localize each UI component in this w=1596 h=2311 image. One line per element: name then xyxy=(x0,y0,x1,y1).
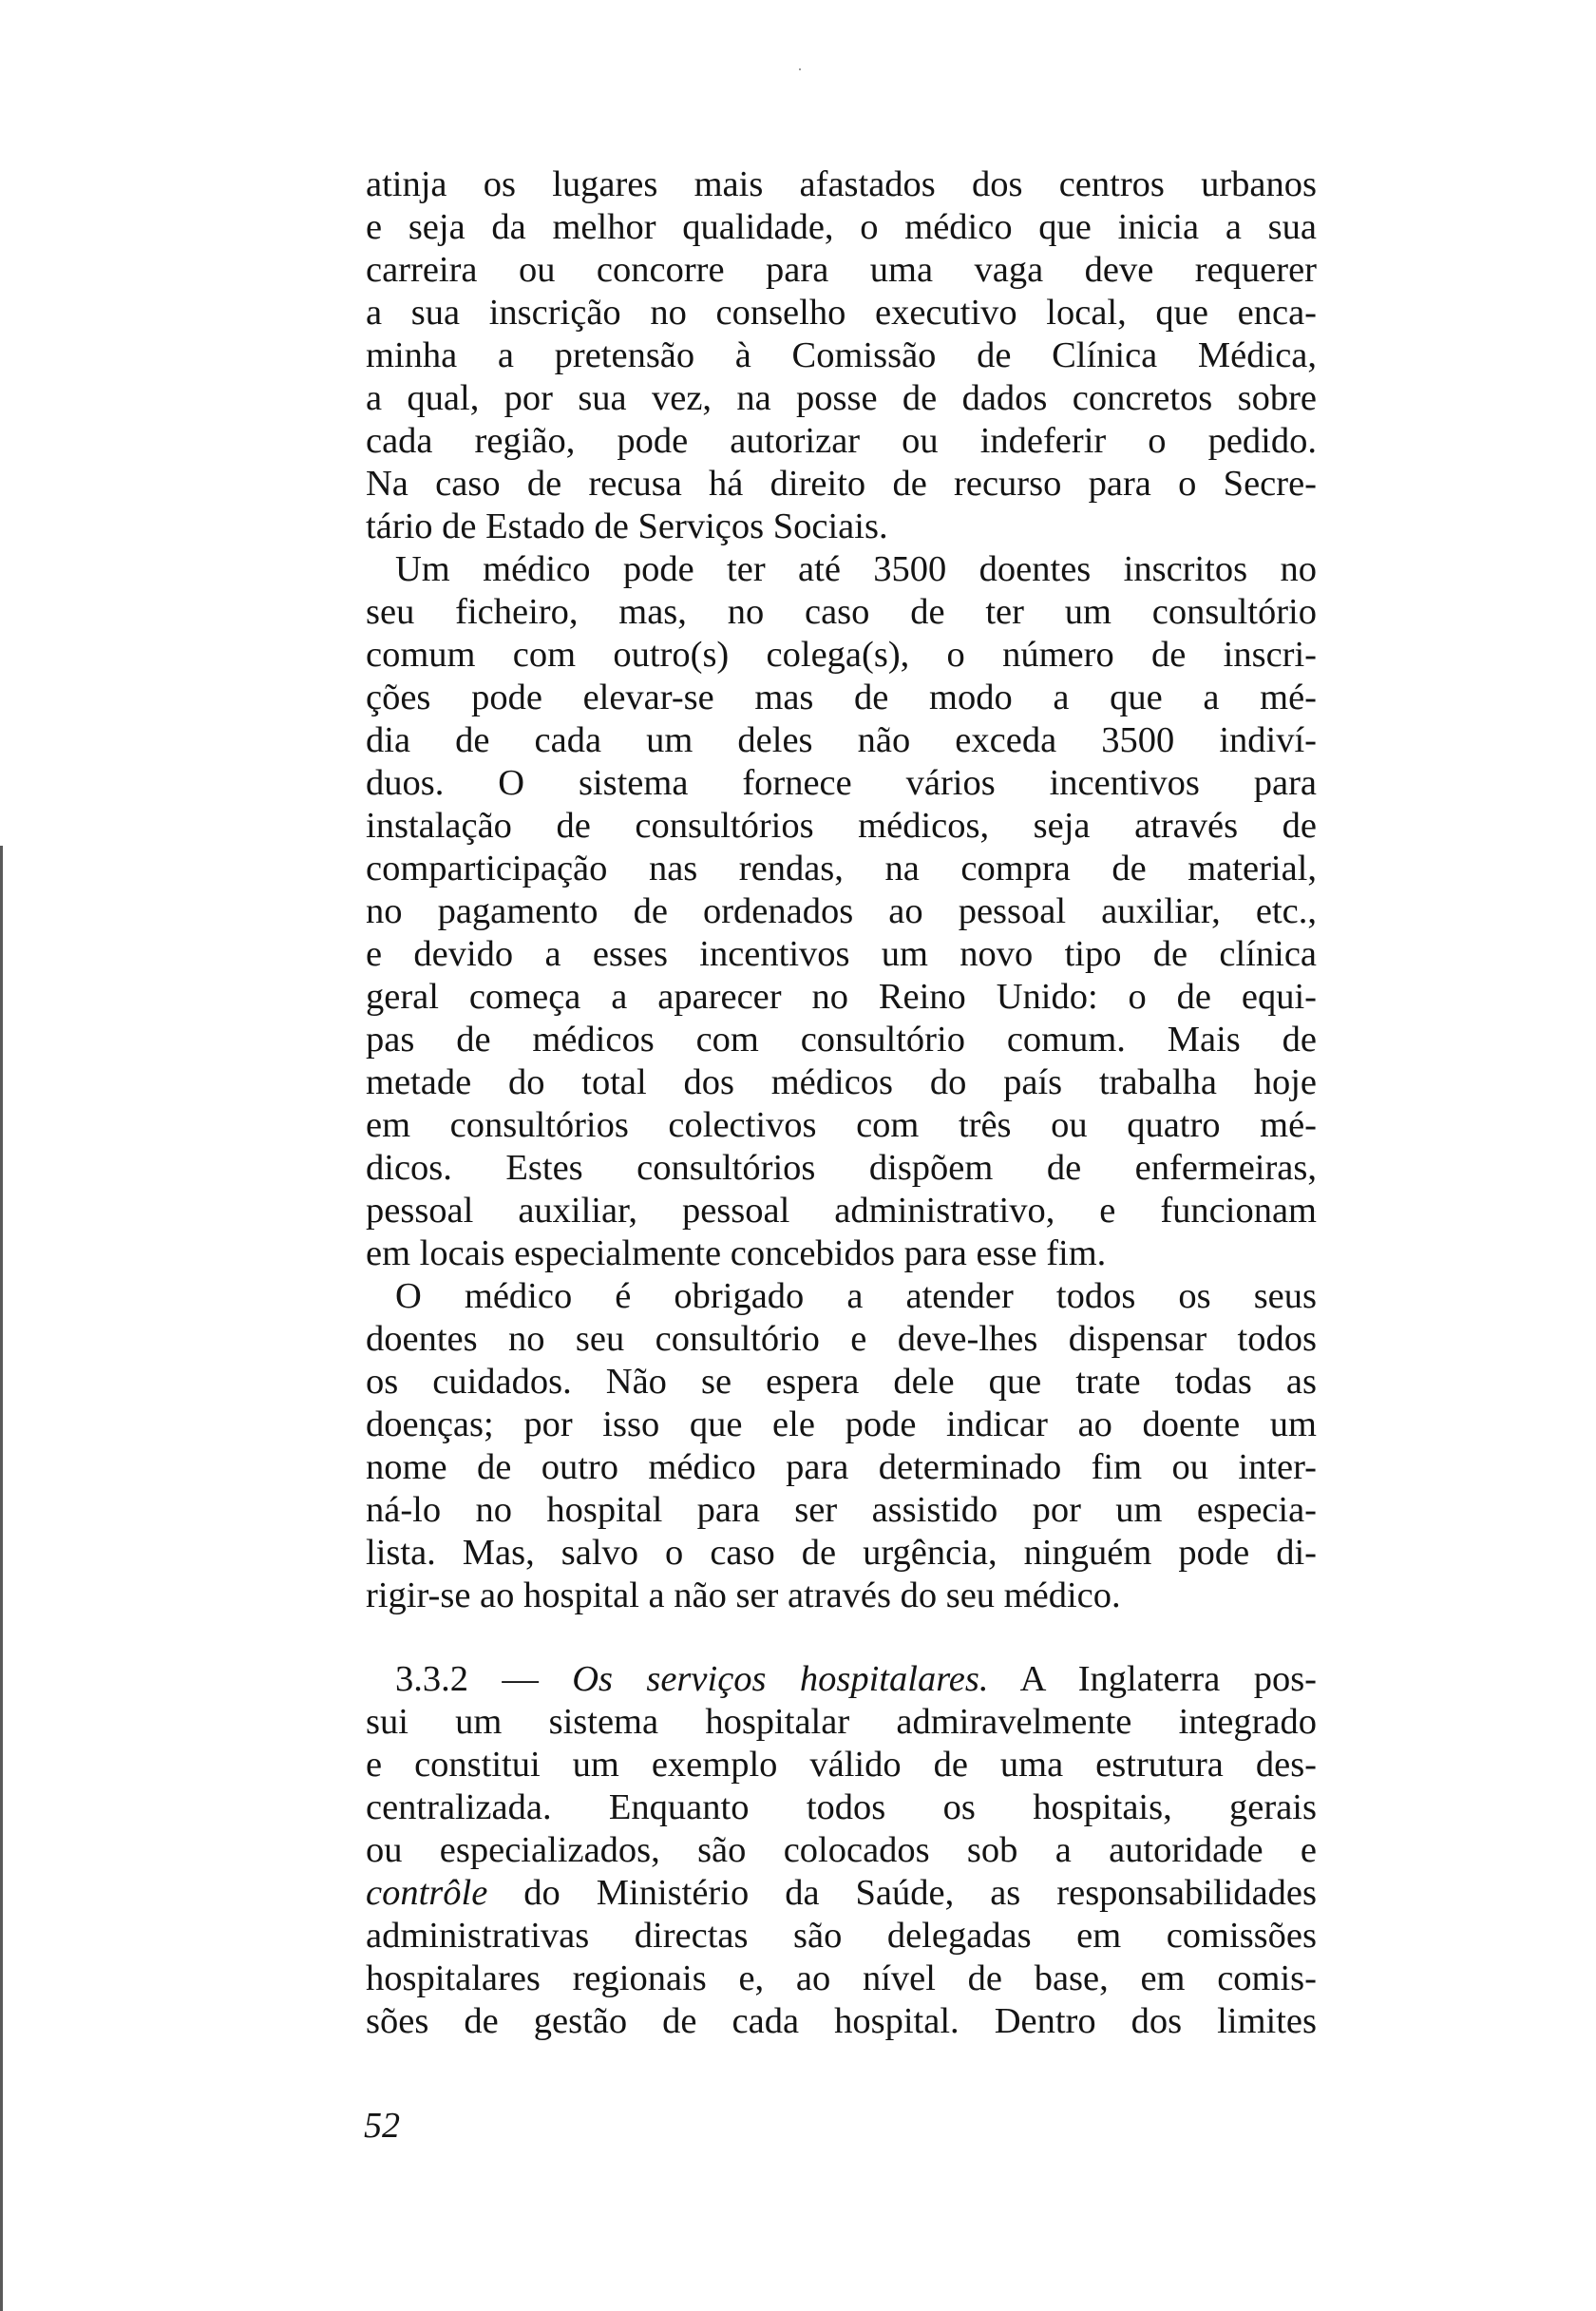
page-number: 52 xyxy=(364,2106,400,2146)
text-line: em locais especialmente concebidos para esse fim. xyxy=(366,1233,1107,1273)
text-line: metade do total dos médicos do país trabalha hoje xyxy=(366,1062,1317,1102)
section-number: 3.3.2 xyxy=(395,1659,468,1699)
text-line: lista. Mas, salvo o caso de urgência, ninguém pode di- xyxy=(366,1533,1317,1573)
text-line: dia de cada um deles não exceda 3500 indiví- xyxy=(366,720,1317,760)
text-line: em consultórios colectivos com três ou quatro mé- xyxy=(366,1105,1317,1145)
text-line: duos. O sistema fornece vários incentivos para xyxy=(366,763,1317,803)
text-line: e devido a esses incentivos um novo tipo de clínica xyxy=(366,934,1317,974)
paragraph xyxy=(366,548,1317,1275)
text-line: tário de Estado de Serviços Sociais. xyxy=(366,506,888,546)
text-line: ções pode elevar-se mas de modo a que a mé- xyxy=(366,678,1317,717)
paragraph xyxy=(366,163,1317,548)
text-line: pessoal auxiliar, pessoal administrativo, e funcionam xyxy=(366,1191,1317,1231)
text-line: a sua inscrição no conselho executivo local, que enca- xyxy=(366,293,1317,333)
section-title: Os serviços hospitalares. xyxy=(572,1659,989,1699)
text-line: e seja da melhor qualidade, o médico que inicia a sua xyxy=(366,207,1317,247)
text-line: ná-lo no hospital para ser assistido por um especia- xyxy=(366,1490,1317,1530)
text-line: ou especializados, são colocados sob a autoridade e xyxy=(366,1830,1317,1870)
page-body xyxy=(366,163,1317,2043)
text-line: pas de médicos com consultório comum. Mais de xyxy=(366,1020,1317,1060)
text-line: hospitalares regionais e, ao nível de base, em comis- xyxy=(366,1958,1317,1998)
section-gap xyxy=(366,1617,1317,1658)
text-line: a qual, por sua vez, na posse de dados concretos sobre xyxy=(366,378,1317,418)
text-line: comparticipação nas rendas, na compra de material, xyxy=(366,849,1317,888)
text-line: geral começa a aparecer no Reino Unido: o de equi- xyxy=(366,977,1317,1017)
section-lines-after xyxy=(366,1915,1317,2043)
text-line: seu ficheiro, mas, no caso de ter um consultório xyxy=(366,592,1317,632)
text-line: minha a pretensão à Comissão de Clínica Médica, xyxy=(366,335,1317,375)
italic-line-rest: do Ministério da Saúde, as responsabilidades xyxy=(487,1873,1317,1913)
text-line: dicos. Estes consultórios dispõem de enfermeiras, xyxy=(366,1148,1317,1188)
text-line: Um médico pode ter até 3500 doentes inscritos no xyxy=(395,549,1317,589)
text-line: Na caso de recusa há direito de recurso para o Secre- xyxy=(366,464,1317,504)
text-line: sões de gestão de cada hospital. Dentro dos limites xyxy=(366,2001,1317,2041)
text-line: O médico é obrigado a atender todos os seus xyxy=(395,1276,1317,1316)
text-line xyxy=(366,1872,1317,1915)
text-line: doentes no seu consultório e deve-lhes dispensar todos xyxy=(366,1319,1317,1359)
text-line: comum com outro(s) colega(s), o número de inscri- xyxy=(366,635,1317,675)
section-paragraph xyxy=(366,1658,1317,2043)
text-line: administrativas directas são delegadas em comissões xyxy=(366,1916,1317,1956)
text-line: cada região, pode autorizar ou indeferir o pedido. xyxy=(366,421,1317,461)
text-line: carreira ou concorre para uma vaga deve requerer xyxy=(366,250,1317,290)
text-line: e constitui um exemplo válido de uma estrutura des- xyxy=(366,1745,1317,1785)
section-first-line-rest: A Inglaterra pos- xyxy=(988,1659,1317,1699)
page-edge-line xyxy=(0,846,3,2311)
section-heading-line xyxy=(366,1658,1317,1701)
text-line: sui um sistema hospitalar admiravelmente integrado xyxy=(366,1702,1317,1742)
text-line: atinja os lugares mais afastados dos centros urbanos xyxy=(366,164,1317,204)
text-line: centralizada. Enquanto todos os hospitais, gerais xyxy=(366,1787,1317,1827)
paragraph xyxy=(366,1275,1317,1617)
text-line: no pagamento de ordenados ao pessoal auxiliar, etc., xyxy=(366,891,1317,931)
section-lines xyxy=(366,1701,1317,1872)
text-line: os cuidados. Não se espera dele que trate todas as xyxy=(366,1362,1317,1402)
text-line: rigir-se ao hospital a não ser através do seu médico. xyxy=(366,1576,1121,1615)
scan-speck xyxy=(799,68,801,70)
italic-word: contrôle xyxy=(366,1873,488,1913)
text-line: instalação de consultórios médicos, seja através de xyxy=(366,806,1317,846)
text-line: nome de outro médico para determinado fim ou inter- xyxy=(366,1447,1317,1487)
section-dash: — xyxy=(468,1659,573,1699)
text-line: doenças; por isso que ele pode indicar ao doente um xyxy=(366,1404,1317,1444)
